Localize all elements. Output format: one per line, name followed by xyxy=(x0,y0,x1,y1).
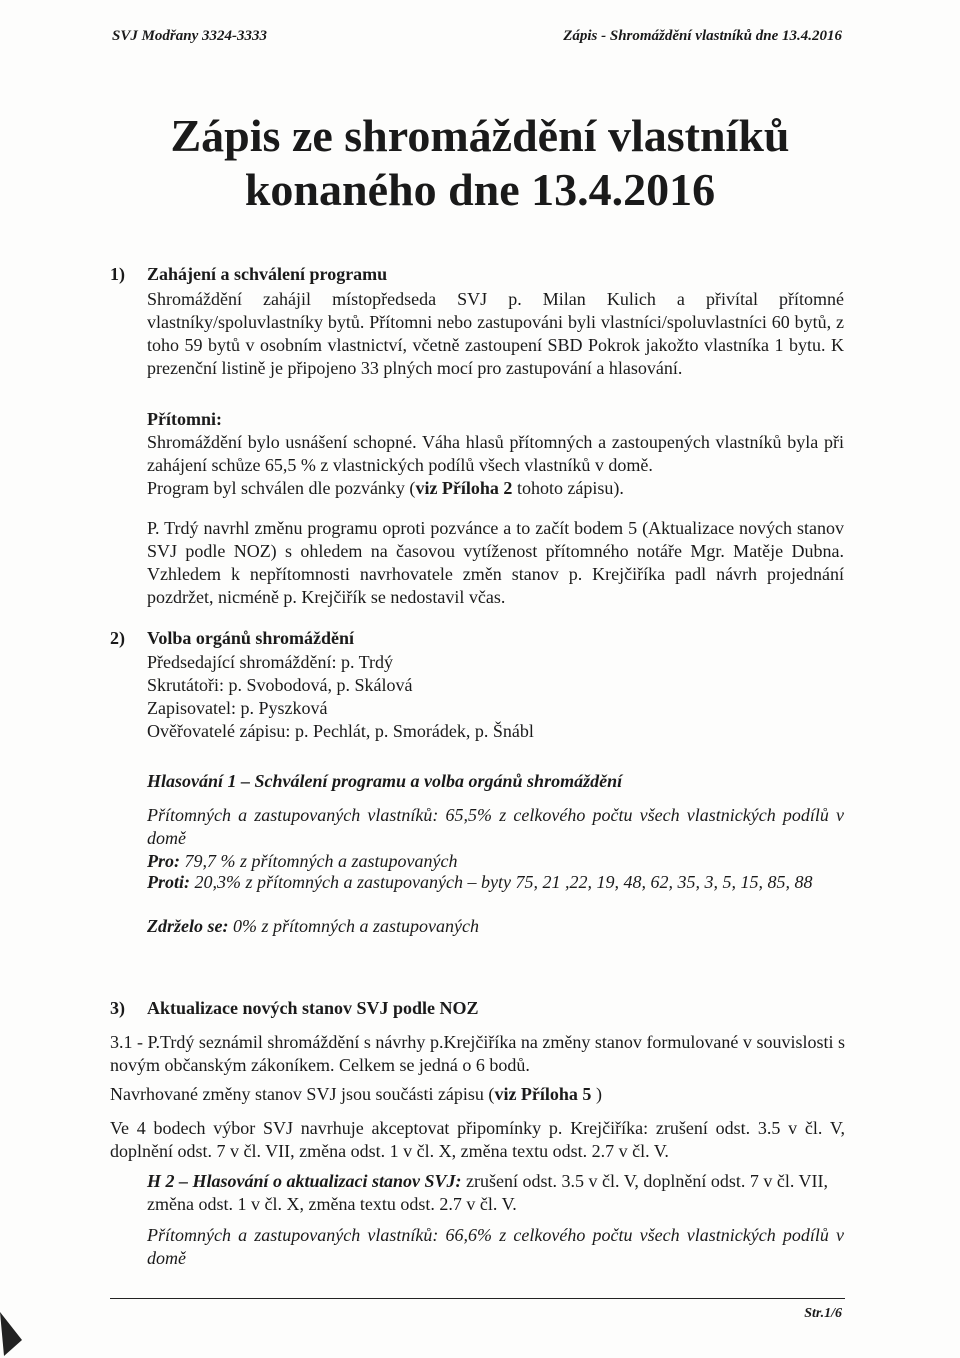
program-change-paragraph: P. Trdý navrhl změnu programu oproti pozvánce a to začít bodem 5 (Aktualizace nových stanov SVJ podle NOZ) s ohledem na časovou vytíženost přítomného notáře Mgr. Matěje Dubna. Vzhledem k nepřítomnosti navrhovatele změn stanov p. Krejčiříka padl návrh projednání pozdržet, nicméně p. Krejčiřík se nedostavil včas. xyxy=(147,518,844,607)
vote-1-abstained-value: 0% z přítomných a zastupovaných xyxy=(228,916,479,936)
recorder-line: Zapisovatel: p. Pyszková xyxy=(147,698,328,718)
vote-1-abstained-label: Zdrželo se: xyxy=(147,916,229,936)
page-number: Str.1/6 xyxy=(804,1306,842,1321)
section-2-number: 2) xyxy=(110,628,125,648)
vote-1-proti-value: 20,3% z přítomných a zastupovaných – byty 75, 21 ,22, 19, 48, 62, 35, 3, 5, 15, 85, 88 xyxy=(190,872,813,892)
section-3-intro: 3.1 - P.Trdý seznámil shromáždění s návrhy p.Krejčiříka na změny stanov formulované v souvislosti s novým občanským zákoníkem. Celkem se jedná o 6 bodů. xyxy=(110,1032,845,1075)
section-2-heading: Volba orgánů shromáždění xyxy=(147,628,355,648)
section-1-intro: Shromáždění zahájil místopředseda SVJ p. Milan Kulich a přivítal přítomné vlastníky/spoluvlastníky bytů. Přítomni nebo zastupováni byli vlastníci/spoluvlastníci 60 bytů, z toho 59 bytů v osobním vlastnictví, včetně zastoupení SBD Pokrok jakožto vlastníka 1 bytu. K prezenční listině je připojeno 33 plných mocí pro zastupování a hlasování. xyxy=(147,289,844,378)
attachment-5-paragraph xyxy=(110,1083,845,1106)
vote-1-abstained xyxy=(147,915,844,938)
verifiers-line: Ověřovatelé zápisu: p. Pechlát, p. Smorádek, p. Šnábl xyxy=(147,721,534,741)
quorum-paragraph: Shromáždění bylo usnášení schopné. Váha hlasů přítomných a zastoupených vlastníků byla při zahájení schůze 65,5 % z vlastnických podílů všech vlastníků v domě. xyxy=(147,432,844,475)
vote-2-text: zrušení odst. 3.5 v čl. V, doplnění odst. 7 v čl. VII, změna odst. 1 v čl. X, změna textu odst. 2.7 v čl. V. xyxy=(147,1171,829,1214)
attachment-2-reference: viz Příloha 2 xyxy=(415,478,513,498)
vote-2-present: Přítomných a zastupovaných vlastníků: 66,6% z celkového počtu všech vlastnických podílů v domě xyxy=(147,1225,844,1268)
section-2-list xyxy=(147,651,844,743)
vote-1-present: Přítomných a zastupovaných vlastníků: 65,5% z celkového počtu všech vlastnických podílů v domě xyxy=(147,805,844,848)
vote-1-pro xyxy=(147,850,844,873)
document-title-line-2: konaného dne 13.4.2016 xyxy=(244,164,716,215)
present-label: Přítomni: xyxy=(147,409,222,429)
header-left: SVJ Modřany 3324-3333 xyxy=(112,28,268,44)
vote-1-pro-label: Pro: xyxy=(147,851,180,871)
program-approval-prefix: Program byl schválen dle pozvánky ( xyxy=(147,478,416,498)
vote-1-proti xyxy=(147,871,844,894)
scan-edge-mark-icon xyxy=(0,1310,26,1358)
program-approval-suffix: tohoto zápisu). xyxy=(512,478,624,498)
section-1-number: 1) xyxy=(110,264,125,284)
scrutineers-line: Skrutátoři: p. Svobodová, p. Skálová xyxy=(147,675,413,695)
header-right: Zápis - Shromáždění vlastníků dne 13.4.2016 xyxy=(563,28,842,44)
chairperson-line: Předsedající shromáždění: p. Trdý xyxy=(147,652,393,672)
vote-1-pro-value: 79,7 % z přítomných a zastupovaných xyxy=(180,851,458,871)
vote-1-proti-label: Proti: xyxy=(147,872,190,892)
section-1-heading: Zahájení a schválení programu xyxy=(147,264,388,284)
committee-proposal-paragraph: Ve 4 bodech výbor SVJ navrhuje akceptovat připomínky p. Krejčiříka: zrušení odst. 3.5 v čl. V, doplnění odst. 7 v čl. VII, změna odst. 1 v čl. X, změna textu odst. 2.7 v čl. V. xyxy=(110,1118,845,1161)
attachment-5-reference: viz Příloha 5 xyxy=(494,1084,592,1104)
section-3-heading: Aktualizace nových stanov SVJ podle NOZ xyxy=(147,998,479,1018)
section-3-number: 3) xyxy=(110,998,125,1018)
vote-1-heading: Hlasování 1 – Schválení programu a volba orgánů shromáždění xyxy=(147,771,623,791)
vote-2-paragraph xyxy=(147,1170,844,1216)
document-title-line-1: Zápis ze shromáždění vlastníků xyxy=(170,110,790,161)
program-approval-paragraph xyxy=(147,477,844,500)
vote-2-label: H 2 – Hlasování o aktualizaci stanov SVJ: xyxy=(147,1171,462,1191)
attachment-5-suffix: ) xyxy=(591,1084,602,1104)
footer-divider xyxy=(110,1298,845,1299)
attachment-5-prefix: Navrhované změny stanov SVJ jsou součásti zápisu ( xyxy=(110,1084,495,1104)
